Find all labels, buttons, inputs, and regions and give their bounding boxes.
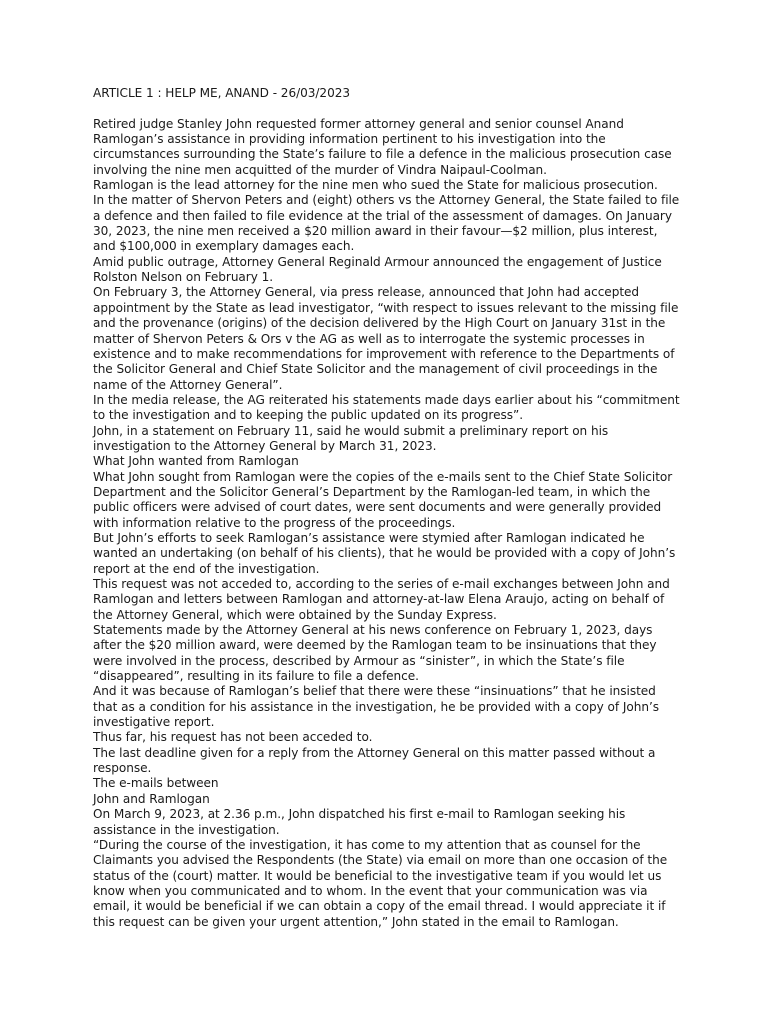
section-heading: John and Ramlogan <box>93 791 210 806</box>
paragraph: But John’s efforts to seek Ramlogan’s assistance were stymied after Ramlogan indicated he wanted an undertaking (on behalf of his clients), that he would be provided with a copy of John’s report at the end of the investigation. <box>93 530 676 576</box>
paragraph: The last deadline given for a reply from the Attorney General on this matter passed without a response. <box>93 745 656 776</box>
paragraph: “During the course of the investigation, it has come to my attention that as counsel for the Claimants you advised the Respondents (the State) via email on more than one occasion of the status of the (court) matter. It would be beneficial to the investigative team if you would let us know when you communicated and to whom. In the event that your communication was via email, it would be beneficial if we can obtain a copy of the email thread. I would appreciate it if this request can be given your urgent attention,” John stated in the email to Ramlogan. <box>93 837 668 929</box>
paragraph: What John sought from Ramlogan were the copies of the e-mails sent to the Chief State Solicitor Department and the Solicitor General’s Department by the Ramlogan-led team, in which the public officers were advised of court dates, were sent documents and were generally provided with information relative to the progress of the proceedings. <box>93 469 673 530</box>
paragraph: On February 3, the Attorney General, via press release, announced that John had accepted appointment by the State as lead investigator, “with respect to issues relevant to the missing file and the provenance (origins) of the decision delivered by the High Court on January 31st in the matter of Shervon Peters & Ors v the AG as well as to interrogate the systemic processes in existence and to make recommendations for improvement with reference to the Departments of the Solicitor General and Chief State Solicitor and the management of civil proceedings in the name of the Attorney General”. <box>93 285 679 392</box>
paragraph: Statements made by the Attorney General at his news conference on February 1, 2023, days after the $20 million award, were deemed by the Ramlogan team to be insinuations that they were involved in the process, described by Armour as “sinister”, in which the State’s file “disappeared”, resulting in its failure to file a defence. <box>93 623 657 684</box>
paragraph: Ramlogan is the lead attorney for the nine men who sued the State for malicious prosecution. <box>93 178 658 193</box>
section-heading: The e-mails between <box>93 776 219 791</box>
paragraph: Retired judge Stanley John requested former attorney general and senior counsel Anand Ramlogan’s assistance in providing information pertinent to his investigation into the circumstances surrounding the State’s failure to file a defence in the malicious prosecution case involving the nine men acquitted of the murder of Vindra Naipaul-Coolman. <box>93 116 672 177</box>
paragraph: Amid public outrage, Attorney General Reginald Armour announced the engagement of Justice Rolston Nelson on February 1. <box>93 254 662 285</box>
paragraph: In the media release, the AG reiterated his statements made days earlier about his “commitment to the investigation and to keeping the public updated on its progress”. <box>93 392 680 423</box>
paragraph: On March 9, 2023, at 2.36 p.m., John dispatched his first e-mail to Ramlogan seeking his assistance in the investigation. <box>93 807 626 837</box>
section-heading: What John wanted from Ramlogan <box>93 454 299 469</box>
paragraph: John, in a statement on February 11, said he would submit a preliminary report on his investigation to the Attorney General by March 31, 2023. <box>93 423 609 453</box>
article-title: ARTICLE 1 : HELP ME, ANAND - 26/03/2023 <box>93 86 351 100</box>
paragraph: Thus far, his request has not been acceded to. <box>93 730 373 745</box>
paragraph: In the matter of Shervon Peters and (eight) others vs the Attorney General, the State failed to file a defence and then failed to file evidence at the trial of the assessment of damages. On January 30, 2023, the nine men received a $20 million award in their favour—$2 million, plus interest, and $100,000 in exemplary damages each. <box>93 193 680 254</box>
paragraph: And it was because of Ramlogan’s belief that there were these “insinuations” that he insisted that as a condition for his assistance in the investigation, he be provided with a copy of John’s investigative report. <box>93 684 659 730</box>
paragraph: This request was not acceded to, according to the series of e-mail exchanges between John and Ramlogan and letters between Ramlogan and attorney-at-law Elena Araujo, acting on behalf of the Attorney General, which were obtained by the Sunday Express. <box>93 577 670 622</box>
document-page <box>93 86 683 930</box>
